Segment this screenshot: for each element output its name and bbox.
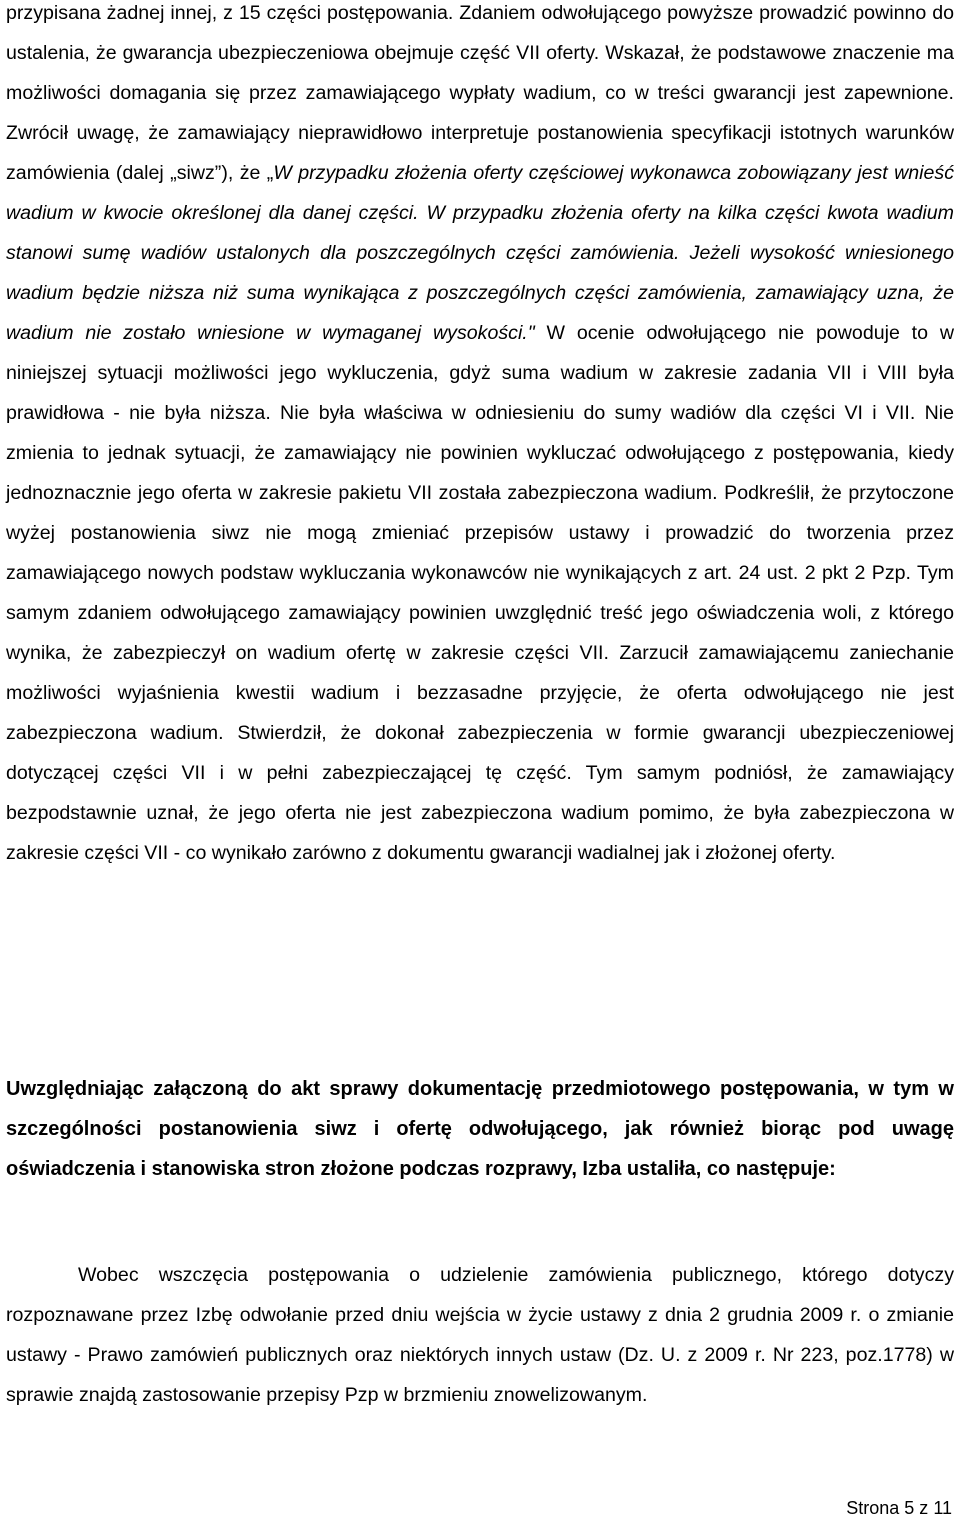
paragraph-appeal-arguments bbox=[6, 0, 954, 873]
paragraph-text: przypisana żadnej innej, z 15 części postępowania. Zdaniem odwołującego powyższe prowadzić powinno do ustalenia, że gwarancja ubezpieczeniowa obejmuje część VII oferty. Wskazał, że podstawowe znaczenie ma możliwości domagania się przez zamawiającego wypłaty wadium, co w treści gwarancji jest zapewnione. Zwrócił uwagę, że zamawiający nieprawidłowo interpretuje postanowienia specyfikacji istotnych warunków zamówienia (dalej „siwz”), że „ bbox=[6, 2, 954, 184]
paragraph-applicable-law: Wobec wszczęcia postępowania o udzielenie zamówienia publicznego, którego dotyczy rozpoznawane przez Izbę odwołanie przed dniu wejścia w życie ustawy z dnia 2 grudnia 2009 r. o zmianie ustawy - Prawo zamówień publicznych oraz niektórych innych ustaw (Dz. U. z 2009 r. Nr 223, poz.1778) w sprawie znajdą zastosowanie przepisy Pzp w brzmieniu znowelizowanym. bbox=[6, 1264, 954, 1406]
paragraph-text-continued: W ocenie odwołującego nie powoduje to w niniejszej sytuacji możliwości jego wykluczenia, gdyż suma wadium w zakresie zadania VII i VIII była prawidłowa - nie była niższa. Nie była właściwa w odniesieniu do sumy wadiów dla części VI i VII. Nie zmienia to jednak sytuacji, że zamawiający nie powinien wykluczać odwołującego z postępowania, kiedy jednoznacznie jego oferta w zakresie pakietu VII została zabezpieczona wadium. Podkreślił, że przytoczone wyżej postanowienia siwz nie mogą zmieniać przepisów ustawy i prowadzić do tworzenia przez zamawiającego nowych podstaw wykluczania wykonawców nie wynikających z art. 24 ust. 2 pkt 2 Pzp. Tym samym zdaniem odwołującego zamawiający powinien uwzględnić treść jego oświadczenia woli, z którego wynika, że zabezpieczył on wadium ofertę w zakresie części VII. Zarzucił zamawiającemu zaniechanie możliwości wyjaśnienia kwestii wadium i bezzasadne przyjęcie, że oferta odwołującego nie jest zabezpieczona wadium. Stwierdził, że dokonał zabezpieczenia w formie gwarancji ubezpieczeniowej dotyczącej części VII i w pełni zabezpieczającej tę część. Tym samym podniósł, że zamawiający bezpodstawnie uznał, że jego oferta nie jest zabezpieczona wadium pomimo, że była zabezpieczona w zakresie części VII - co wynikało zarówno z dokumentu gwarancji wadialnej jak i złożonej oferty. bbox=[6, 322, 954, 864]
page-number: Strona 5 z 11 bbox=[846, 1498, 952, 1518]
paragraph-findings-heading: Uwzględniając załączoną do akt sprawy dokumentację przedmiotowego postępowania, w tym w szczególności postanowienia siwz i ofertę odwołującego, jak również biorąc pod uwagę oświadczenia i stanowiska stron złożone podczas rozprawy, Izba ustaliła, co następuje: bbox=[6, 1078, 954, 1180]
siwz-quote: W przypadku złożenia oferty częściowej wykonawca zobowiązany jest wnieść wadium w kwocie określonej dla danej części. W przypadku złożenia oferty na kilka części kwota wadium stanowi sumę wadiów ustalonych dla poszczególnych części zamówienia. Jeżeli wysokość wniesionego wadium będzie niższa niż suma wynikająca z poszczególnych części zamówienia, zamawiający uzna, że wadium nie zostało wniesione w wymaganej wysokości." bbox=[6, 162, 954, 344]
